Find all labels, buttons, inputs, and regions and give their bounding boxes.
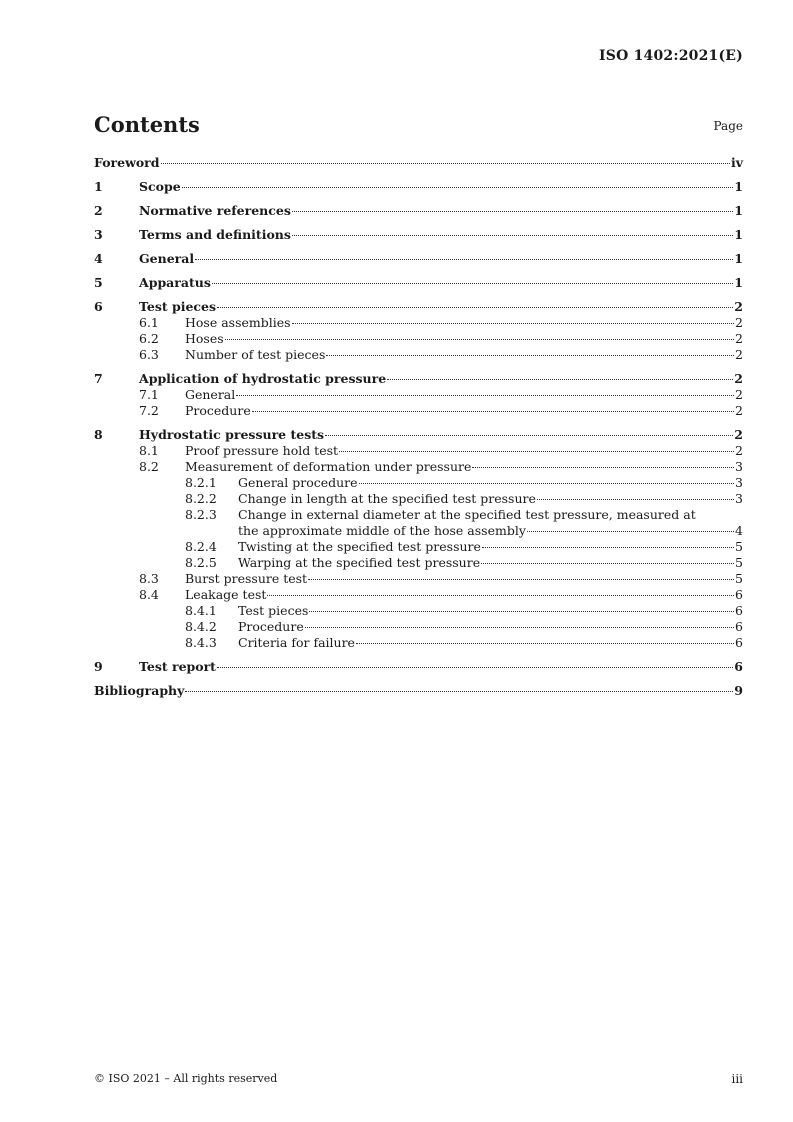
toc-entry-title: General bbox=[185, 387, 236, 402]
toc-entry-number: 8.3 bbox=[139, 571, 159, 586]
toc-leader bbox=[195, 259, 733, 260]
toc-leader bbox=[267, 595, 734, 596]
toc-entry-number: 2 bbox=[94, 203, 103, 218]
toc-entry-bibliography[interactable] bbox=[94, 683, 743, 699]
toc-entry-title: Test pieces bbox=[139, 299, 217, 314]
toc-entry-page: 2 bbox=[735, 387, 743, 402]
toc-entry-page: 3 bbox=[735, 491, 743, 506]
toc-entry-application-of-hydrostatic-pressure[interactable] bbox=[94, 371, 743, 387]
toc-leader bbox=[309, 611, 734, 612]
toc-entry-number: 7.1 bbox=[139, 387, 159, 402]
toc-leader bbox=[527, 531, 734, 532]
toc-entry-number: 8.4.3 bbox=[185, 635, 217, 650]
toc-entry-title: Application of hydrostatic pressure bbox=[139, 371, 387, 386]
toc-entry-title-line1: Change in external diameter at the specified test pressure, measured at bbox=[238, 507, 696, 522]
toc-entry-page: 6 bbox=[735, 635, 743, 650]
toc-entry-page: 2 bbox=[735, 315, 743, 330]
toc-entry-burst-pressure-test[interactable] bbox=[94, 571, 743, 587]
toc-entry-number: 8 bbox=[94, 427, 103, 442]
toc-entry-title: Change in length at the specified test pressure bbox=[238, 491, 536, 506]
toc-entry-title: Hydrostatic pressure tests bbox=[139, 427, 325, 442]
toc-entry-test-report[interactable] bbox=[94, 659, 743, 675]
toc-entry-number: 6 bbox=[94, 299, 103, 314]
toc-entry-warping[interactable] bbox=[94, 555, 743, 571]
toc-entry-title-line2: the approximate middle of the hose assembly bbox=[238, 523, 526, 538]
toc-entry-title: Hose assemblies bbox=[185, 315, 291, 330]
toc-entry-title: Procedure bbox=[185, 403, 251, 418]
toc-entry-page: 2 bbox=[734, 371, 743, 386]
toc-entry-page: 2 bbox=[734, 427, 743, 442]
toc-entry-page: 6 bbox=[735, 603, 743, 618]
toc-entry-proof-pressure-hold-test[interactable] bbox=[94, 443, 743, 459]
toc-leader bbox=[292, 235, 733, 236]
toc-entry-number: 8.4 bbox=[139, 587, 159, 602]
toc-leader bbox=[472, 467, 734, 468]
document-id: ISO 1402:2021(E) bbox=[599, 48, 743, 64]
table-of-contents bbox=[94, 155, 743, 699]
toc-leader bbox=[339, 451, 734, 452]
toc-entry-page: 1 bbox=[734, 203, 743, 218]
toc-entry-number: 9 bbox=[94, 659, 103, 674]
page-title: Contents bbox=[94, 112, 200, 137]
toc-entry-page: 1 bbox=[734, 251, 743, 266]
toc-entry-page: 3 bbox=[735, 475, 743, 490]
toc-entry-page: 2 bbox=[735, 331, 743, 346]
toc-leader bbox=[185, 691, 733, 692]
toc-entry-page: 1 bbox=[734, 179, 743, 194]
toc-leader bbox=[212, 283, 733, 284]
toc-entry-title: Test report bbox=[139, 659, 216, 674]
toc-entry-page: 9 bbox=[734, 683, 743, 698]
toc-entry-number: 6.3 bbox=[139, 347, 159, 362]
toc-entry-test-pieces[interactable] bbox=[94, 299, 743, 315]
toc-entry-foreword[interactable] bbox=[94, 155, 743, 171]
toc-entry-page: 5 bbox=[735, 555, 743, 570]
toc-leader bbox=[387, 379, 733, 380]
toc-entry-number: 8.4.1 bbox=[185, 603, 217, 618]
toc-entry-page: 1 bbox=[734, 275, 743, 290]
toc-entry-title: Bibliography bbox=[94, 683, 185, 698]
toc-entry-title: Procedure bbox=[238, 619, 304, 634]
toc-entry-page: 2 bbox=[735, 443, 743, 458]
toc-entry-page: 6 bbox=[734, 659, 743, 674]
toc-leader bbox=[481, 563, 734, 564]
toc-entry-normative-references[interactable] bbox=[94, 203, 743, 219]
toc-entry-hydrostatic-pressure-tests[interactable] bbox=[94, 427, 743, 443]
toc-entry-procedure-8-4-2[interactable] bbox=[94, 619, 743, 635]
toc-entry-title: Apparatus bbox=[139, 275, 211, 290]
toc-entry-scope[interactable] bbox=[94, 179, 743, 195]
toc-entry-title: Leakage test bbox=[185, 587, 267, 602]
toc-leader bbox=[305, 627, 734, 628]
toc-entry-number: 8.2.2 bbox=[185, 491, 217, 506]
toc-entry-number: 8.4.2 bbox=[185, 619, 217, 634]
toc-entry-page: 2 bbox=[735, 347, 743, 362]
toc-entry-measurement-of-deformation[interactable] bbox=[94, 459, 743, 475]
toc-entry-page: 2 bbox=[735, 403, 743, 418]
toc-entry-hoses[interactable] bbox=[94, 331, 743, 347]
toc-entry-title: Number of test pieces bbox=[185, 347, 326, 362]
toc-leader bbox=[252, 411, 734, 412]
toc-entry-page: 6 bbox=[735, 587, 743, 602]
toc-entry-title: Foreword bbox=[94, 155, 160, 170]
toc-entry-title: Measurement of deformation under pressure bbox=[185, 459, 472, 474]
toc-entry-leakage-test[interactable] bbox=[94, 587, 743, 603]
toc-entry-number: 8.2.4 bbox=[185, 539, 217, 554]
toc-entry-number: 5 bbox=[94, 275, 103, 290]
toc-leader bbox=[325, 435, 733, 436]
footer-copyright: © ISO 2021 – All rights reserved bbox=[94, 1072, 278, 1085]
toc-entry-change-in-external-diameter[interactable] bbox=[94, 507, 743, 539]
toc-entry-number: 1 bbox=[94, 179, 103, 194]
toc-entry-title: General procedure bbox=[238, 475, 358, 490]
toc-leader bbox=[292, 323, 734, 324]
toc-entry-twisting[interactable] bbox=[94, 539, 743, 555]
toc-entry-title: Criteria for failure bbox=[238, 635, 355, 650]
toc-entry-number: 7.2 bbox=[139, 403, 159, 418]
toc-leader bbox=[356, 643, 734, 644]
toc-leader bbox=[326, 355, 734, 356]
toc-entry-title: Test pieces bbox=[238, 603, 309, 618]
toc-entry-criteria-for-failure[interactable] bbox=[94, 635, 743, 651]
toc-entry-page: 5 bbox=[735, 539, 743, 554]
toc-entry-number: 8.2.5 bbox=[185, 555, 217, 570]
toc-entry-number: 8.2.3 bbox=[185, 507, 217, 522]
toc-entry-page: 4 bbox=[735, 523, 743, 538]
toc-entry-number: 6.1 bbox=[139, 315, 159, 330]
toc-leader bbox=[217, 667, 733, 668]
toc-entry-title: Normative references bbox=[139, 203, 291, 218]
toc-entry-number-of-test-pieces[interactable] bbox=[94, 347, 743, 363]
toc-entry-change-in-length[interactable] bbox=[94, 491, 743, 507]
toc-entry-hose-assemblies[interactable] bbox=[94, 315, 743, 331]
toc-entry-number: 4 bbox=[94, 251, 103, 266]
toc-entry-page: 5 bbox=[735, 571, 743, 586]
toc-entry-number: 6.2 bbox=[139, 331, 159, 346]
toc-leader bbox=[359, 483, 734, 484]
toc-entry-page: 6 bbox=[735, 619, 743, 634]
toc-entry-title: Scope bbox=[139, 179, 181, 194]
toc-entry-number: 8.1 bbox=[139, 443, 159, 458]
toc-entry-procedure-7-2[interactable] bbox=[94, 403, 743, 419]
toc-entry-title: Terms and definitions bbox=[139, 227, 291, 242]
toc-entry-number: 8.2 bbox=[139, 459, 159, 474]
toc-leader bbox=[225, 339, 734, 340]
toc-entry-general[interactable] bbox=[94, 251, 743, 267]
toc-leader bbox=[482, 547, 734, 548]
toc-entry-page: iv bbox=[730, 155, 743, 170]
toc-entry-number: 7 bbox=[94, 371, 103, 386]
toc-entry-title: Proof pressure hold test bbox=[185, 443, 339, 458]
toc-leader bbox=[236, 395, 734, 396]
toc-entry-test-pieces-8-4-1[interactable] bbox=[94, 603, 743, 619]
toc-entry-title: Hoses bbox=[185, 331, 224, 346]
toc-entry-general-7-1[interactable] bbox=[94, 387, 743, 403]
toc-leader bbox=[537, 499, 734, 500]
toc-entry-title: General bbox=[139, 251, 195, 266]
toc-entry-apparatus[interactable] bbox=[94, 275, 743, 291]
toc-entry-terms-and-definitions[interactable] bbox=[94, 227, 743, 243]
toc-entry-title: Warping at the specified test pressure bbox=[238, 555, 481, 570]
toc-entry-page: 3 bbox=[735, 459, 743, 474]
toc-leader bbox=[292, 211, 733, 212]
toc-leader bbox=[182, 187, 734, 188]
toc-entry-page: 2 bbox=[734, 299, 743, 314]
toc-entry-page: 1 bbox=[734, 227, 743, 242]
toc-entry-number: 8.2.1 bbox=[185, 475, 217, 490]
toc-leader bbox=[308, 579, 734, 580]
toc-entry-general-procedure[interactable] bbox=[94, 475, 743, 491]
toc-leader bbox=[217, 307, 733, 308]
footer-page-number: iii bbox=[731, 1072, 743, 1086]
toc-leader bbox=[161, 163, 730, 164]
toc-entry-title: Twisting at the specified test pressure bbox=[238, 539, 481, 554]
page-column-label: Page bbox=[713, 119, 743, 133]
toc-entry-title: Burst pressure test bbox=[185, 571, 308, 586]
toc-entry-number: 3 bbox=[94, 227, 103, 242]
